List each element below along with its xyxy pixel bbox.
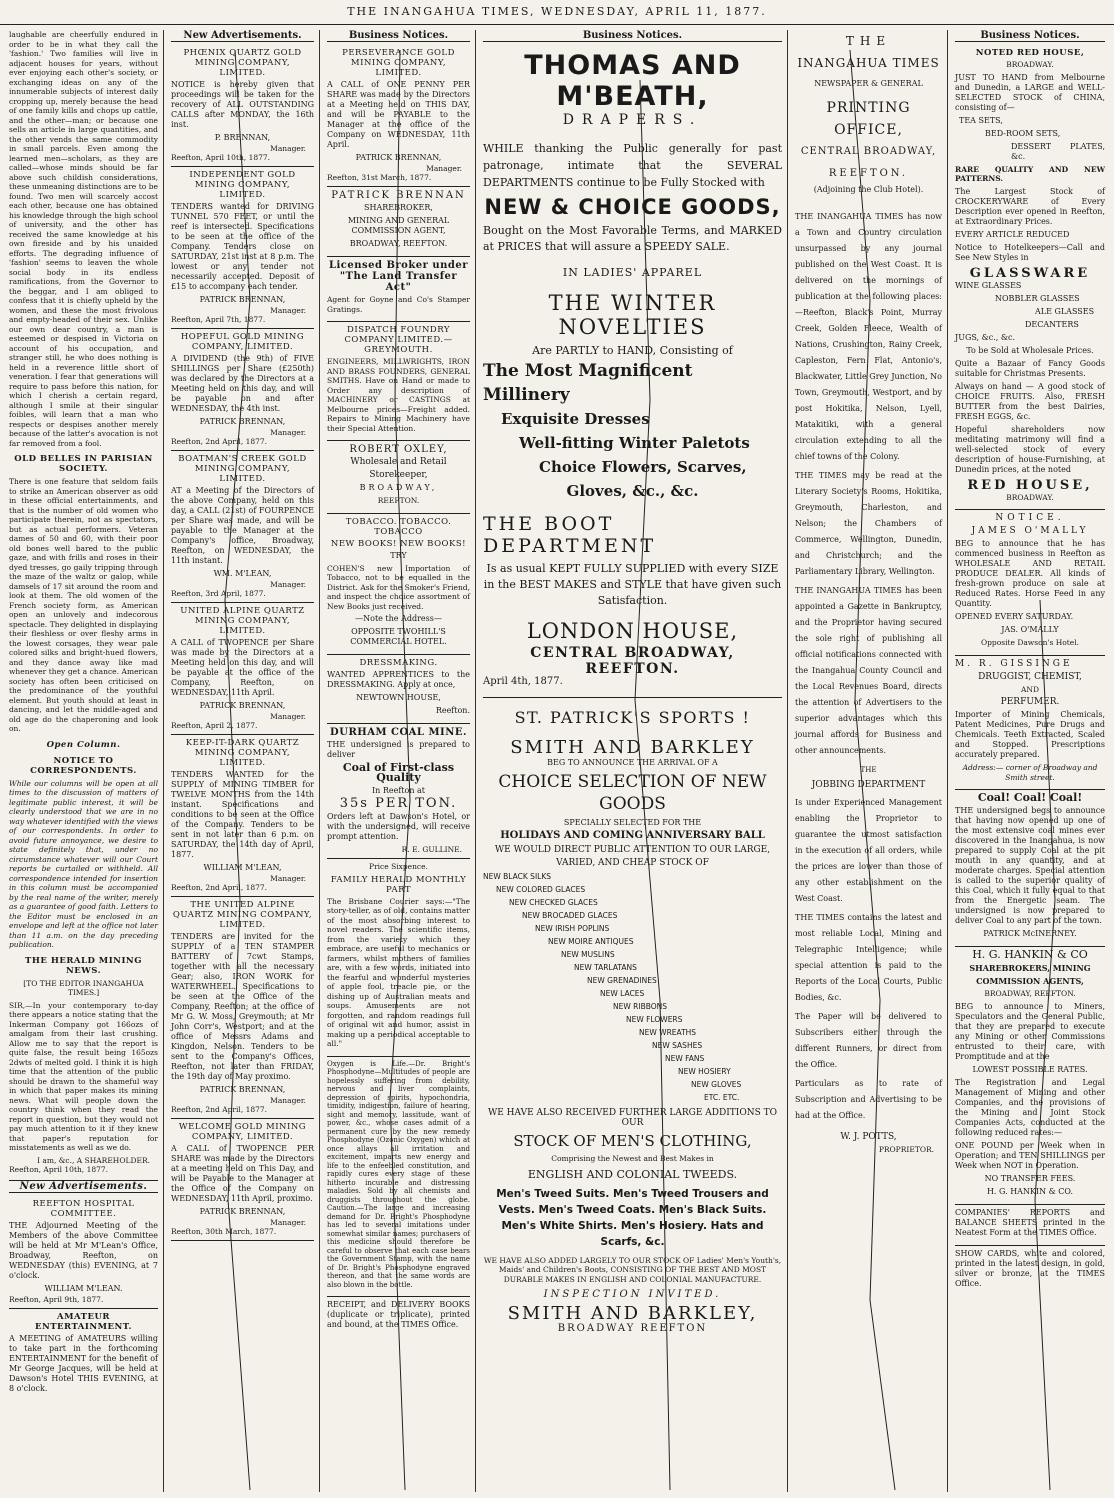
column-2-header: New Advertisements. — [171, 30, 314, 42]
omally-address: Opposite Dawson's Hotel. — [980, 638, 1080, 647]
column-3-header: Business Notices. — [327, 30, 470, 42]
mining-company-ad — [171, 1119, 314, 1241]
herald-mining-title: THE HERALD MINING NEWS. — [25, 955, 142, 976]
dressmaking-address: NEWTOWN HOUSE, — [356, 693, 441, 702]
perseverance-date: Reefton, 31st March, 1877. — [327, 173, 432, 182]
ad-date: Reefton, 2nd April, 1877. — [171, 883, 268, 892]
red-house-just: JUST TO HAND from Melbourne and Dunedin, a LARGE and WELL-SELECTED STOCK of CHINA, consisting of— — [955, 72, 1105, 112]
ad-date: Reefton, April 10th, 1877. — [171, 153, 271, 162]
perseverance-role: Manager. — [426, 164, 462, 173]
mining-company-ad — [171, 45, 314, 167]
omally-text: BEG to announce that he has commenced business in Reefton as WHOLESALE AND RETAIL PRODUCE DEALER. All kinds of fresh-grown produce on sale at Reduced Rates. Horse Feed in any Quantity. — [955, 539, 1105, 608]
glass-item: DECANTERS — [1025, 319, 1079, 329]
dispatch-body: ENGINEERS, MILLWRIGHTS, IRON AND BRASS FOUNDERS, GENERAL SMITHS. Have on Hand or made to Order any description of MACHINERY or CASTINGS at Melbourne prices—Freight added. Repairs to Mining Machinery have their Special Attention. — [327, 357, 470, 433]
mens-items: Men's Tweed Suits. Men's Tweed Trousers and Vests. Men's Tweed Coats. Men's Black Suits. Men's White Shirts. Men's Hosiery. Hats and Scarfs, &c. — [496, 1187, 769, 1248]
herald-letter: SIR,—In your contemporary to-day there appears a notice stating that the Inkerman Company got 166ozs of amalgam from their last crushing. Allow me to say that the report is quite false, the result being 165ozs 2dwts of melted gold. I think it is high time that the attention of the public should be drawn to the shameful way in which that paper makes its mining news. What will people down the country think when they read the report in question, but they would not pay much attention to it if they knew that paper's reputation for misstatements as well as we do. — [9, 1000, 158, 1152]
ad-date: Reefton, April 2, 1877. — [171, 721, 258, 730]
oxley-ad — [327, 441, 470, 514]
red-house-name: RED HOUSE, — [967, 477, 1093, 493]
ad-role: Manager. — [270, 1096, 306, 1105]
ad-role: Manager. — [270, 306, 306, 315]
firm-trade: DRAPERS. — [562, 112, 703, 128]
tobacco-address: OPPOSITE TWOHILL'S COMMERCIAL HOTEL. — [350, 627, 447, 646]
mining-company-ad — [171, 167, 314, 329]
inspection-invited: INSPECTION INVITED. — [543, 1289, 722, 1300]
fabric-item: NEW BLACK SILKS — [483, 872, 552, 881]
glass-item: WINE GLASSES — [955, 280, 1022, 290]
column-5 — [790, 30, 948, 1492]
mens-clothing: STOCK OF MEN'S CLOTHING, — [513, 1132, 752, 1150]
english-tweeds: ENGLISH AND COLONIAL TWEEDS. — [527, 1167, 738, 1181]
ladies-apparel: IN LADIES' APPAREL — [562, 266, 703, 279]
coal-title: Coal! Coal! Coal! — [977, 791, 1083, 804]
gissinge-and: AND — [1021, 684, 1039, 694]
mining-company-ad — [171, 603, 314, 735]
fabric-item: NEW HOSIERY — [678, 1067, 731, 1076]
london-date: April 4th, 1877. — [483, 676, 563, 687]
receipt-body: RECEIPT, and DELIVERY BOOKS (duplicate or triplicate), printed and bound, at the TIMES Office. — [327, 1300, 470, 1329]
fruits-text: Always on hand — A good stock of CHOICE FRUITS. Also, FRESH BUTTER from the best Dairies, FRESH EGGS, &c. — [955, 381, 1105, 421]
durham-intro: THE undersigned is prepared to deliver — [327, 740, 470, 759]
times-central: CENTRAL BROADWAY, — [800, 146, 937, 157]
showcards-ad — [955, 1246, 1105, 1296]
item-gloves: Gloves, &c., &c. — [566, 482, 699, 500]
crockery-text: The Largest Stock of CROCKERYWARE of Every Description ever opened in Reefton, at Extraordinary Prices. — [955, 186, 1105, 226]
ad-date: Reefton, 2nd April, 1877. — [171, 1105, 268, 1114]
tobacco-sub: NEW BOOKS! NEW BOOKS! — [330, 538, 467, 549]
china-item: BED-ROOM SETS, — [985, 128, 1061, 138]
hopeful-text: Hopeful shareholders now meditating matrimony will find a well-selected stock of every description of house-Furnishing, at Dunedin prices, at the noted — [955, 424, 1105, 474]
item-flowers: Choice Flowers, Scarves, — [539, 458, 747, 476]
sports-title: ST. PATRICK'S SPORTS ! — [514, 708, 751, 727]
smith-barkley: SMITH AND BARKLEY — [510, 737, 755, 758]
item-paletots: Well-fitting Winter Paletots — [519, 434, 750, 452]
glassware-title: GLASSWARE — [969, 265, 1091, 281]
ad-date: Reefton, April 7th, 1877. — [171, 315, 266, 324]
amateur-title: AMATEUR ENTERTAINMENT. — [34, 1311, 132, 1332]
ad-body: A DIVIDEND (the 9th) of FIVE SHILLINGS per Share (£250th) was declared by the Directors at a Meeting held on this day, and will be payable on and after WEDNESDAY, the 4th inst. — [171, 354, 314, 413]
smith-barkley-2: SMITH AND BARKLEY, — [507, 1303, 758, 1324]
new-choice-goods: NEW & CHOICE GOODS, — [484, 195, 781, 219]
fabric-item: NEW MOIRE ANTIQUES — [548, 937, 634, 946]
item-dresses: Exquisite Dresses — [501, 410, 650, 428]
fabric-item: NEW CHECKED GLACES — [509, 898, 598, 907]
oxley-line: REEFTON. — [377, 496, 420, 505]
times-title: INANGAHUA TIMES — [797, 56, 940, 70]
brennan-line: MINING AND GENERAL COMMISSION AGENT, — [347, 216, 450, 235]
gissinge-perfumer: PERFUMER. — [1000, 697, 1060, 707]
hankin-registration: The Registration and Legal Management of Mining and other Companies, and the provisions of the Mining and Joint Stock Companies Acts, conducted at the following reduced rates:— — [955, 1077, 1105, 1137]
ad-title: INDEPENDENT GOLD MINING COMPANY, LIMITED. — [189, 170, 296, 200]
fabric-item: NEW IRISH POPLINS — [535, 924, 610, 933]
times-read: THE TIMES may be read at the Literary Society's Rooms, Hokitika, Greymouth, Charleston, and Nelson; the Chambers of Commerce, Wellington, Dunedin, and Christchurch; and the Parliamentary Library, Wellington. — [795, 471, 942, 576]
tobacco-try: TRY — [390, 550, 407, 560]
herald-price: Price Sixpence. — [369, 862, 428, 871]
bought-text: Bought on the Most Favorable Terms, and MARKED at PRICES that will assure a SPEEDY SALE. — [483, 224, 782, 253]
companies-ad — [955, 1205, 1105, 1246]
ad-date: Reefton, 3rd April, 1877. — [171, 589, 266, 598]
oxley-title: ROBERT OXLEY, — [349, 444, 448, 455]
oxley-line: BROADWAY, — [359, 483, 438, 492]
companies-text: COMPANIES' REPORTS and BALANCE SHEETS printed in the Neatest Form at the TIMES Office. — [955, 1207, 1105, 1237]
herald-date: Reefton, April 10th, 1877. — [9, 1164, 109, 1174]
hankin-ad — [955, 947, 1105, 1205]
receipt-ad — [327, 1297, 470, 1337]
ad-title: BOATMAN'S CREEK GOLD MINING COMPANY, LIMITED. — [178, 454, 307, 484]
coal-ad — [955, 790, 1105, 947]
hankin-commission: COMMISSION AGENTS, — [976, 976, 1084, 986]
divider — [483, 697, 782, 698]
ad-signature: PATRICK BRENNAN, — [199, 1207, 286, 1216]
omally-name: JAMES O'MALLY — [971, 526, 1089, 536]
hankin-name: H. G. HANKIN & CO — [972, 948, 1088, 961]
tobacco-ad — [327, 514, 470, 656]
new-ads-title: New Advertisements. — [9, 1180, 158, 1193]
smith-barkley-sub: BEG TO ANNOUNCE THE ARRIVAL OF A — [547, 758, 718, 767]
red-house-title: NOTED RED HOUSE, — [975, 48, 1085, 58]
fabric-item: NEW FANS — [665, 1054, 705, 1063]
proprietor-title: PROPRIETOR. — [878, 1145, 934, 1154]
red-house-broadway-2: BROADWAY. — [1006, 492, 1054, 502]
fabric-item: NEW TARLATANS — [574, 963, 637, 972]
times-contains: THE TIMES contains the latest and most reliable Local, Mining and Telegraphic Intelligence; while special attention is paid to the Reports of the Local Courts, Public Bodies, &c. — [795, 913, 942, 1002]
hankin-broadway: BROADWAY, REEFTON. — [984, 989, 1076, 998]
ad-role: Manager. — [270, 580, 306, 589]
fabric-item: NEW GRENADINES — [587, 976, 657, 985]
broker-ad — [327, 257, 470, 322]
china-item: TEA SETS, — [959, 115, 1003, 125]
durham-ad — [327, 724, 470, 859]
jobbing-the: THE — [860, 766, 877, 774]
london-address: CENTRAL BROADWAY, REEFTON. — [530, 645, 735, 677]
ad-body: TENDERS WANTED for the SUPPLY of MINING TIMBER for TWELVE MONTHS from the 14th instant. Specifications and conditions to be seen at the Office of the Company. Tenders to be sent in not later than 6 p.m. on SATURDAY, the 14th day of April, 1877. — [171, 770, 314, 859]
fabric-item: NEW RIBBONS — [613, 1002, 668, 1011]
ad-body: NOTICE is hereby given that proceedings will be taken for the recovery of ALL OUTSTANDING CALLS after MONDAY, the 16th inst. — [171, 80, 314, 129]
column-2 — [166, 30, 320, 1492]
dressmaking-town: Reefton. — [435, 706, 470, 715]
ad-body: A CALL of TWOPENCE per Share was made by the Directors at a Meeting held on this day, and will be payable at the office of the Company, Reefton, on WEDNESDAY, 11th April. — [171, 638, 314, 697]
brennan-title: PATRICK BRENNAN — [331, 190, 466, 201]
brennan-line: BROADWAY, REEFTON. — [349, 239, 448, 248]
omally-ad — [955, 510, 1105, 656]
ad-signature: WILLIAM M'LEAN, — [203, 863, 282, 872]
times-sub: NEWSPAPER & GENERAL — [814, 79, 923, 88]
jobbing-title: JOBBING DEPARTMENT — [811, 780, 926, 790]
ad-body: TENDERS are invited for the SUPPLY of a TEN STAMPER BATTERY of 7cwt Stamps, together with all the necessary Gear; also, IRON WORK for WATERWHEEL. Specifications to be seen at the Office of the Company, Reefton; at the office of Mr G. W. Moss, Greymouth; at Mr John Corr's, Westport; and at the office of Messrs Adams and Kingdon, Nelson. Tenders to be sent to the Company's Offices, Reefton, not later than FRIDAY, the 19th day of May proximo. — [171, 932, 314, 1081]
broadway-reefton: BROADWAY REEFTON — [557, 1323, 708, 1334]
china-item: DESSERT PLATES, &c. — [1011, 141, 1105, 161]
open-column-title: Open Column. — [46, 739, 121, 750]
mining-company-ad — [171, 735, 314, 897]
belles-title: OLD BELLES IN PARISIAN SOCIETY. — [14, 454, 153, 474]
partly-to-hand: Are PARTLY to HAND, Consisting of — [532, 344, 733, 357]
ad-title: HOPEFUL GOLD MINING COMPANY, LIMITED. — [180, 332, 305, 352]
hospital-title: REEFTON HOSPITAL COMMITTEE. — [32, 1198, 135, 1219]
ad-role: Manager. — [270, 712, 306, 721]
ad-date: Reefton, 30th March, 1877. — [171, 1227, 277, 1236]
column-3 — [322, 30, 476, 1492]
perseverance-body: A CALL of ONE PENNY PER SHARE was made by the Directors at a Meeting held on THIS DAY, and will be PAYABLE to the Manager at the office of the Company on WEDNESDAY, 11th April. — [327, 80, 470, 149]
ad-title: UNITED ALPINE QUARTZ MINING COMPANY, LIMITED. — [180, 606, 305, 636]
ad-title: THE UNITED ALPINE QUARTZ MINING COMPANY, LIMITED. — [172, 900, 313, 930]
mining-company-ad — [171, 897, 314, 1119]
gissinge-address: Address:— corner of Broadway and Smith street. — [962, 763, 1098, 782]
dressmaking-title: DRESSMAKING. — [359, 658, 438, 668]
ad-role: Manager. — [270, 428, 306, 437]
holidays-ball: HOLIDAYS AND COMING ANNIVERSARY BALL — [500, 830, 765, 841]
ad-date: Reefton, 2nd April, 1877. — [171, 437, 268, 446]
rare-quality: RARE QUALITY AND NEW PATTERNS. — [955, 164, 1105, 183]
durham-place: In Reefton at — [371, 786, 426, 795]
broker-title: Licensed Broker under "The Land Transfer Act" — [328, 260, 469, 293]
hankin-sign: H. G. HANKIN & CO. — [986, 1186, 1074, 1196]
london-house: LONDON HOUSE, — [526, 619, 739, 643]
perseverance-ad — [327, 45, 470, 187]
firm-lede: WHILE thanking the Public generally for past patronage, intimate that the SEVERAL DEPARTMENTS continue to be Fully Stocked with — [483, 142, 782, 189]
red-house-broadway: BROADWAY. — [1006, 60, 1054, 69]
column-1 — [4, 30, 164, 1492]
oxley-line: Storekeeper, — [369, 470, 428, 480]
durham-coal: Coal of First-class Quality — [342, 761, 455, 784]
ad-role: Manager. — [270, 874, 306, 883]
tobacco-body: COHEN'S new Importation of Tobacco, not to be equalled in the District. Ask for the Smoker's Friend, and inspect the choice assortment of New Books just received. — [327, 563, 470, 611]
showcards-text: SHOW CARDS, white and colored, printed in the latest design, in gold, silver or bronze, at the TIMES Office. — [955, 1248, 1105, 1288]
durham-body: Orders left at Dawson's Hotel, or with the undersigned, will receive prompt attention. — [327, 812, 470, 841]
winter-novelties: THE WINTER NOVELTIES — [548, 291, 717, 339]
hankin-pound: ONE POUND per Week when in Operation; and TEN SHILLINGS per Week when NOT in Operation. — [955, 1140, 1105, 1170]
gissinge-ad — [955, 656, 1105, 791]
hospital-text: THE Adjourned Meeting of the Members of the above Committee will be held at Mr M'Lean's Office, Broadway, Reefton, on WEDNESDAY (this) EVENING, at 7 o'clock. — [9, 1220, 158, 1280]
times-circulation: THE INANGAHUA TIMES has now a Town and Country circulation unsurpassed by any journal published on the West Coast. It is delivered on the mornings of publication at the following places:—Reefton, Black's Point, Murray Creek, Golden Fleece, Wealth of Nations, Crushington, Rainy Creek, Capleston, Fern Flat, Antonio's, Blackwater, Little Grey Junction, No Town, Greymouth, Westport, and by post Hokitika, Nelson, Lyell, Matakitiki, with a general circulation extending to all the chief towns of the Colony. — [795, 212, 942, 461]
boot-department: THE BOOT DEPARTMENT — [483, 513, 657, 557]
hankin-beg: BEG to announce to Miners, Speculators and the General Public, that they are prepared to execute any Mining or other Commissions entrusted to their care, with Promptitude and at the — [955, 1001, 1105, 1061]
ad-signature: PATRICK BRENNAN, — [199, 417, 286, 426]
fabric-item: NEW LACES — [600, 989, 645, 998]
durham-sign: R. E. GULLINE. — [401, 845, 462, 854]
mining-company-ad — [171, 451, 314, 603]
omally-opened: OPENED EVERY SATURDAY. — [955, 612, 1074, 621]
gissinge-druggist: DRUGGIST, CHEMIST, — [978, 671, 1082, 682]
ad-signature: PATRICK BRENNAN, — [199, 1085, 286, 1094]
hospital-signature: WILLIAM M'LEAN. — [44, 1283, 123, 1293]
times-adjoining: (Adjoining the Club Hotel). — [813, 185, 924, 194]
hankin-sharebrokers: SHAREBROKERS, MINING — [969, 963, 1091, 973]
fabric-item: NEW MUSLINS — [561, 950, 615, 959]
specially-selected: SPECIALLY SELECTED FOR THE — [563, 818, 702, 827]
coal-text: THE undersigned begs to announce that having now opened up one of the most extensive coal mines ever discovered in the Inangahua, is now prepared to supply Coal at the pit mouth in any quantity, and at moderate charges. Special attention is called to the superior quality of this Coal, which it fully equal to that from the Energetic seam. The undersigned is now prepared to deliver Coal to any part of the town. — [955, 806, 1105, 925]
lead-paragraph: laughable are cheerfully endured in order to be in what they call the 'fashion.' Two families will live in adjacent houses for years, without ever enjoying each other's society, or exchanging ideas on any of the innumerable subjects of interest daily cropping up, merely because the head of one family kills and chops up cattle, and the other—man; or because one sells an article in large quantities, and the other vends the same commodity in small parcels. Even among the learned men—scholars, as they are called—whose minds should be far above such childish considerations, these unmeaning distinctions are to be found. Two men will scarcely accost each other, because one has obtained his knowledge through the high school of university, and the other has received the same knowledge at his own fireside and by his unaided efforts. The degrading influence of 'fashion' seems to leaven the whole social body in its endless ramifications, from the Governor to the beggar, and I am obliged to confess that it is chiefly upheld by the women, and these the most frivolous and empty-headed of their sex. Unlike our own dear country, a man is esteemed or despised in Victoria on account of his occupation, and stranger still, he who does nothing is held in a reverence little short of veneration. I fear that generations will require to pass before this nation, for which I cherish a certain regard, although I smile at their singular foibles, will learn that a man who respects or despises another merely because of the latter's avocation is not far removed from a fool. — [9, 30, 158, 448]
family-herald-ad — [327, 859, 470, 1057]
dressmaking-body: WANTED APPRENTICES to the DRESSMAKING. Apply at once, — [327, 670, 470, 689]
perseverance-title: PERSEVERANCE GOLD MINING COMPANY, LIMITED. — [342, 48, 455, 78]
hankin-transfer: NO TRANSFER FEES. — [984, 1173, 1076, 1183]
herald-title: FAMILY HERALD MONTHLY PART — [330, 874, 467, 895]
gissinge-name: M. R. GISSINGE — [955, 658, 1073, 669]
durham-title: DURHAM COAL MINE. — [330, 727, 467, 738]
dressmaking-ad — [327, 655, 470, 724]
fabric-item: NEW WREATHS — [639, 1028, 697, 1037]
fabric-item: ETC. ETC. — [704, 1093, 740, 1102]
times-delivered: The Paper will be delivered to Subscribers either through the different Runners, or direct from the Office. — [795, 1012, 942, 1069]
times-reefton: REEFTON. — [828, 168, 909, 179]
column-6 — [950, 30, 1110, 1492]
boots-added: WE HAVE ALSO ADDED LARGELY TO OUR STOCK OF Ladies' Men's Youth's, Maids' and Children's Boots, CONSISTING OF THE BEST AND MOST DURABLE MAKES IN ENGLISH AND COLONIAL MANUFACTURE. — [483, 1255, 782, 1284]
brennan-line: SHAREBROKER, — [364, 203, 433, 212]
fabric-item: NEW BROCADED GLACES — [522, 911, 618, 920]
belles-text: There is one feature that seldom fails to strike an American observer as odd in these official entertainments, and that is the number of old women who participate therein, not as spectators, but as actual performers. Veteran dames of 50 and 60, with their poor old bones well bared to the public gaze, and with frills and roses in their dyed tresses, go gaily tripping through the maze of the waltz or galop, while damsels of 17 sit around the room and look at them. The old women of the French society form, as American open an unlovely and indecorous spectacle. They delighted in displaying their fleshless or over fleshy arms in the lowest corsages, they wear pale colored silks and bright-hued flowers, and they dance away like mad whenever they get a chance. American society has often been criticised on the predominance of the youthful element. But youth should at least in dancing, and let the middle-aged and old age do the chaperoning and look on. — [9, 477, 158, 733]
boot-text: Is as usual KEPT FULLY SUPPLIED with every SIZE in the BEST MAKES and STYLE that have given such Satisfaction. — [483, 562, 782, 607]
omally-notice: NOTICE. — [995, 513, 1065, 523]
jobbing-text: Is under Experienced Management enabling the Proprietor to guarantee the utmost satisfaction in the execution of all orders, while the prices are lower than those of any other establishment on the West Coast. — [795, 798, 942, 903]
hospital-date: Reefton, April 9th, 1877. — [9, 1294, 104, 1304]
herald-body: The Brisbane Courier says:—"The story-teller, as of old, contains matter of the most absorbing interest to novel readers. The scientific items, from the variety which they embrace, are useful to mechanics or farmers, whilst mothers of families are, with a few words, initiated into the fearful and wonderful mysteries of apple fool, treacle pie, or the dishing up of Australian meats and soups. Amusements are not forgotten, and random readings full of original wit and humor, assist in making up a periodical acceptable to all." — [327, 896, 470, 1048]
column-6-header: Business Notices. — [955, 30, 1105, 42]
column-2-ads — [171, 45, 314, 1241]
ad-signature: WM. M'LEAN, — [213, 569, 272, 578]
notice-correspondents-title: NOTICE TO CORRESPONDENTS. — [30, 755, 137, 776]
ad-signature: PATRICK BRENNAN, — [199, 701, 286, 710]
ad-signature: PATRICK BRENNAN, — [199, 295, 286, 304]
ad-body: TENDERS wanted for DRIVING TUNNEL 570 FEET, or until the reef is intersected. Specifications to be seen at the office of the Company. Tenders close on SATURDAY, 21st inst at 8 p.m. The lowest or any tender not necessarily accepted. Deposit of £15 to accompany each tender. — [171, 202, 314, 291]
hospital-ad — [9, 1196, 158, 1309]
comprising: Comprising the Newest and Best Makes in — [551, 1154, 714, 1163]
masthead: THE INANGAHUA TIMES, WEDNESDAY, APRIL 11, 1877. — [0, 0, 1114, 25]
mining-company-ad — [171, 329, 314, 451]
further-additions: WE HAVE ALSO RECEIVED FURTHER LARGE ADDITIONS TO OUR — [488, 1108, 777, 1128]
oxygen-body: Oxygen is Life.—Dr. Bright's Phosphodyne—Multitudes of people are hopelessly suffering from debility, nervous and liver complaints, depression of spirits, hypochondria, timidity, indigestion, failure of hearing, sight and memory, lassitude, want of power, &c., whose cases admit of a permanent cure by the new remedy Phosphodyne (Ozonic Oxygen) which at once allays all irritation and excitement, imparts new energy and life to the enfeebled constitution, and rapidly cures every stage of these hitherto incurable and distressing maladies. Sold by all chemists and druggists throughout the globe. Caution.—The large and increasing demand for Dr. Bright's Phosphodyne has led to several imitations under somewhat similar names; purchasers of this medicine should therefore be careful to observe that each case bears the Government Stamp, with the name of Dr. Bright's Phosphodyne engraved thereon, and that the same words are also blown in the bottle. — [327, 1059, 470, 1289]
choice-selection: CHOICE SELECTION OF NEW GOODS — [498, 772, 767, 814]
amateur-ad — [9, 1309, 158, 1401]
dispatch-ad — [327, 322, 470, 441]
times-particulars: Particulars as to rate of Subscription and Advertising to be had at the Office. — [795, 1079, 942, 1120]
glass-item: NOBBLER GLASSES — [995, 293, 1080, 303]
times-the: THE — [845, 34, 892, 48]
wholesale-prices: To be Sold at Wholesale Prices. — [966, 345, 1094, 355]
fabric-item: NEW SASHES — [652, 1041, 703, 1050]
perseverance-sign: PATRICK BRENNAN, — [355, 153, 442, 162]
amateur-text: A MEETING of AMATEURS willing to take part in the forthcoming ENTERTAINMENT for the benefit of Mr George Jacques, will be held at Dawson's Hotel THIS EVENING, at 8 o'clock. — [9, 1333, 158, 1393]
proprietor-name: W. J. POTTS, — [840, 1132, 897, 1142]
coal-sign: PATRICK McINERNEY. — [983, 929, 1077, 938]
herald-to-editor: [TO THE EDITOR INANGAHUA TIMES.] — [23, 978, 144, 997]
column-4 — [478, 30, 788, 1492]
item-millinery: The Most Magnificent Millinery — [483, 361, 693, 405]
oxley-line: Wholesale and Retail — [350, 457, 447, 467]
ad-body: A CALL of TWOPENCE PER SHARE was made by the Directors at a meeting held on This Day, and will be Payable to the Manager at the Office of the Company on WEDNESDAY, 11th April, proximo. — [171, 1144, 314, 1203]
ad-title: PHŒNIX QUARTZ GOLD MINING COMPANY, LIMITED. — [183, 48, 302, 78]
hotelkeepers: Notice to Hotelkeepers—Call and See New Styles in — [955, 242, 1105, 262]
tobacco-note: —Note the Address— — [355, 614, 442, 623]
fabric-item: NEW GLOVES — [691, 1080, 742, 1089]
every-article: EVERY ARTICLE REDUCED — [955, 229, 1070, 239]
red-house-ad — [955, 45, 1105, 510]
ad-signature: P. BRENNAN, — [214, 133, 271, 142]
ad-body: AT a Meeting of the Directors of the above Company, held on this day, a CALL (21st) of FOURPENCE per Share was made, and will be payable to the Manager at the Company's office, Broadway, Reefton, on WEDNESDAY, the 11th instant. — [171, 486, 314, 565]
broker-body: Agent for Goyne and Co's Stamper Gratings. — [327, 295, 470, 314]
firm-name: THOMAS AND M'BEATH, — [524, 50, 741, 112]
direct-attention: WE WOULD DIRECT PUBLIC ATTENTION TO OUR LARGE, VARIED, AND CHEAP STOCK OF — [494, 845, 771, 868]
omally-sign: JAS. O'MALLY — [1001, 625, 1059, 634]
notice-correspondents-text: While our columns will be open at all times to the discussion of matters of legitimate public interest, it will be clearly understood that we are in no way whatever identified with the views of our correspondents. In order to avoid future annoyance, we desire to state definitely that, under no circumstance whatever will our Court reports be curtailed or withheld. All correspondence intended for insertion in this column must be accompanied by the real name of the writer, merely as a guarantee of good faith. Letters to the Editor must be enclosed in an envelope and left at the office not later than 11 a.m. on the day preceding publication. — [9, 778, 159, 949]
glass-item: JUGS, &c., &c. — [955, 332, 1015, 342]
fabric-item: NEW FLOWERS — [626, 1015, 683, 1024]
hankin-lowest: LOWEST POSSIBLE RATES. — [972, 1064, 1088, 1074]
ad-role: Manager. — [270, 1218, 306, 1227]
ad-role: Manager. — [270, 144, 306, 153]
times-printing: PRINTING OFFICE, — [826, 100, 911, 138]
dispatch-title: DISPATCH FOUNDRY COMPANY LIMITED.—GREYMOUTH. — [344, 325, 453, 355]
times-gazette: THE INANGAHUA TIMES has been appointed a Gazette in Bankruptcy, and the Proprietor having secured the sole right of publishing all official notifications connected with the Inangahua County Council and the Local Revenues Board, directs the attention of Advertisers to the superior advantages which this journal affords for Business and other announcements. — [795, 586, 942, 755]
glass-item: ALE GLASSES — [1035, 306, 1095, 316]
ad-title: KEEP-IT-DARK QUARTZ MINING COMPANY, LIMITED. — [185, 738, 300, 768]
brennan-ad — [327, 187, 470, 257]
ad-title: WELCOME GOLD MINING COMPANY, LIMITED. — [178, 1122, 307, 1142]
gissinge-importer: Importer of Mining Chemicals, Patent Medicines, Pure Drugs and Chemicals. Teeth Extracted, Scaled and Stopped. Prescriptions accurately prepared. — [955, 710, 1105, 759]
durham-price: 35s PER TON. — [339, 796, 458, 811]
herald-signature: I am, &c., A SHAREHOLDER. — [37, 1155, 150, 1165]
fabric-list — [483, 870, 782, 1104]
column-4-header: Business Notices. — [483, 30, 782, 42]
oxygen-ad — [327, 1057, 470, 1298]
fabric-item: NEW COLORED GLACES — [496, 885, 586, 894]
bazaar-text: Quite a Bazaar of Fancy Goods suitable for Christmas Presents. — [955, 358, 1105, 378]
tobacco-title: TOBACCO. TOBACCO. TOBACCO — [345, 516, 452, 537]
